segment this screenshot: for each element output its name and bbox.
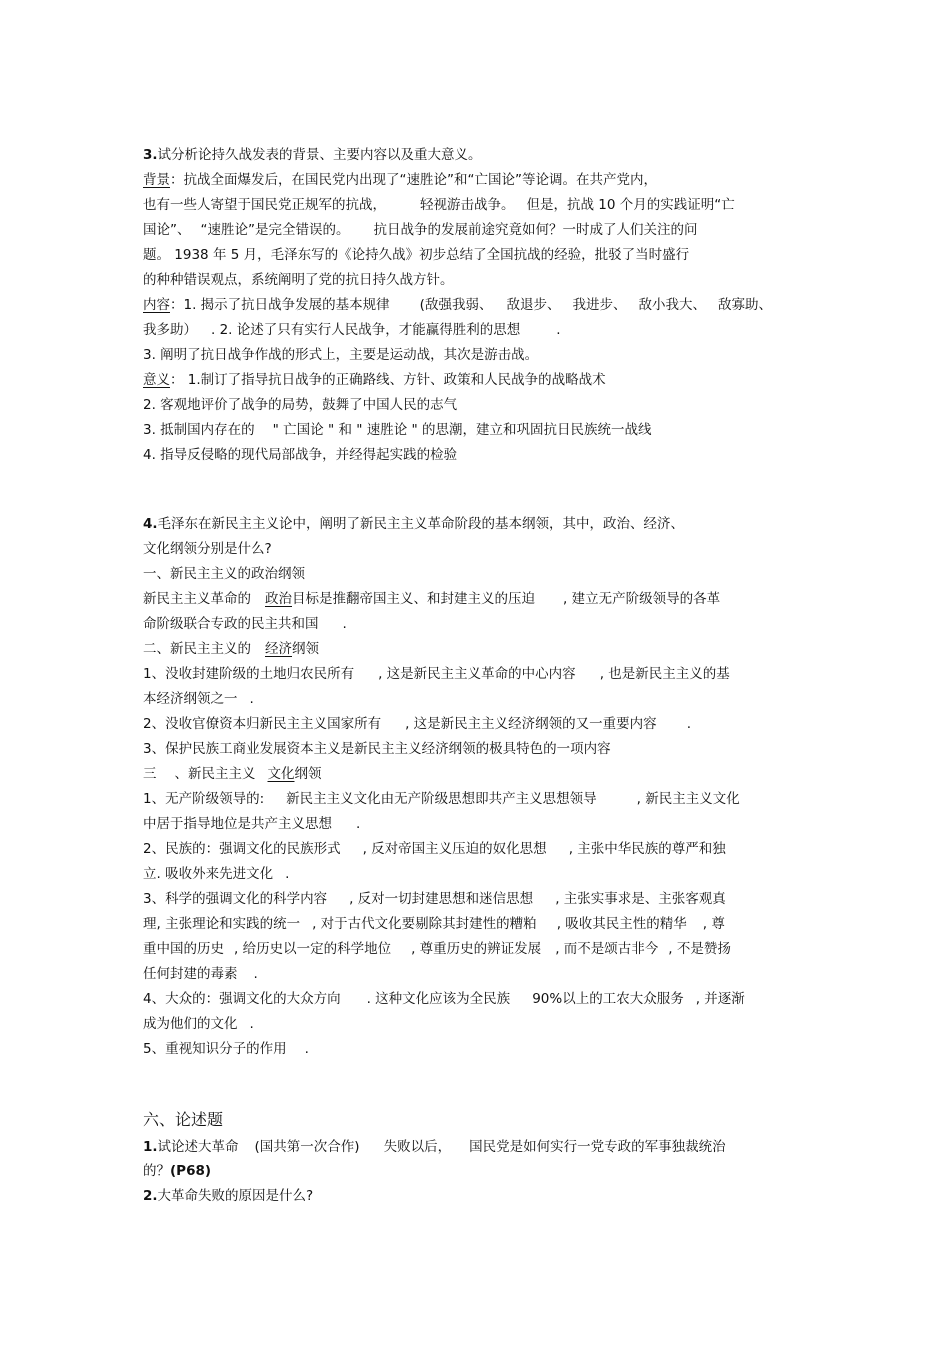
q4-title-line-2: 文化纲领分别是什么?	[143, 541, 272, 557]
q3-significance-line-3: 3. 抵制国内存在的 " 亡国论 " 和 " 速胜论 " 的思潮，建立和巩固抗日民族统一战线	[143, 422, 652, 438]
q4-section-1-line-2: 命阶级联合专政的民主共和国 .	[143, 616, 347, 632]
q4-number: 4.	[143, 516, 158, 532]
q4-culture-item-2-line-2: 立. 吸收外来先进文化 .	[143, 866, 290, 882]
q4-title-line-1: 4.毛泽东在新民主主义论中，阐明了新民主主义革命阶段的基本纲领，其中，政治、经济、	[143, 516, 685, 532]
q4-culture-item-5: 5、重视知识分子的作用 .	[143, 1041, 309, 1057]
q4-section-3-heading: 三 、新民主主义 文化纲领	[143, 766, 322, 782]
q4-culture-item-3-line-1: 3、科学的强调文化的科学内容 , 反对一切封建思想和迷信思想 , 主张实事求是、主张客观真	[143, 891, 726, 907]
q4-culture-item-1-line-2: 中居于指导地位是共产主义思想 .	[143, 816, 361, 832]
q4-culture-item-4-line-2: 成为他们的文化 .	[143, 1016, 254, 1032]
q3-content-line-1: 内容：1. 揭示了抗日战争发展的基本规律 (敌强我弱、 敌退步、 我进步、 敌小我大、 敌寡助、	[143, 297, 772, 313]
q4-culture-item-4-line-1: 4、大众的：强调文化的大众方向 . 这种文化应该为全民族 90%以上的工农大众服务 , 并逐渐	[143, 991, 745, 1007]
background-label: 背景	[143, 172, 170, 188]
q3-background-line-1: 背景：抗战全面爆发后，在国民党内出现了“速胜论”和“亡国论”等论调。在共产党内，	[143, 172, 657, 188]
q3-number: 3.	[143, 147, 158, 163]
q4-culture-item-2-line-1: 2、民族的：强调文化的民族形式 , 反对帝国主义压迫的奴化思想 , 主张中华民族的尊严和独	[143, 841, 726, 857]
q4-culture-item-3-line-2: 理, 主张理论和实践的统一 , 对于古代文化要剔除其封建性的糟粕 , 吸收其民主性的精华 , 尊	[143, 916, 725, 932]
q4-culture-item-1-line-1: 1、无产阶级领导的: 新民主主义文化由无产阶级思想即共产主义思想领导 , 新民主主义文化	[143, 791, 740, 807]
q4-section-2-line-4: 3、保护民族工商业发展资本主义是新民主主义经济纲领的极具特色的一项内容	[143, 741, 611, 757]
section-6-heading: 六、论述题	[143, 1110, 224, 1129]
q3-content-line-3: 3. 阐明了抗日战争作战的形式上，主要是运动战，其次是游击战。	[143, 347, 539, 363]
q3-background-line-3: 国论”、 “速胜论”是完全错误的。 抗日战争的发展前途究竟如何？一时成了人们关注的问	[143, 222, 698, 238]
sec6-q1-line-2: 的？(P68)	[143, 1163, 212, 1179]
q4-section-2-heading: 二、新民主主义的 经济纲领	[143, 641, 319, 657]
significance-label: 意义	[143, 372, 170, 388]
q4-section-2-line-1: 1、没收封建阶级的土地归农民所有 , 这是新民主主义革命的中心内容 , 也是新民主主义的基	[143, 666, 730, 682]
q4-section-2-line-2: 本经济纲领之一 .	[143, 691, 254, 707]
q3-background-line-4: 题。 1938 年 5 月，毛泽东写的《论持久战》初步总结了全国抗战的经验，批驳了当时盛行	[143, 247, 690, 263]
sec6-q2: 2.大革命失败的原因是什么?	[143, 1188, 314, 1204]
q3-significance-line-1: 意义： 1.制订了指导抗日战争的正确路线、方针、政策和人民战争的战略战术	[143, 372, 606, 388]
q4-section-2-line-3: 2、没收官僚资本归新民主主义国家所有 , 这是新民主主义经济纲领的又一重要内容 .	[143, 716, 691, 732]
q4-section-1-heading: 一、新民主主义的政治纲领	[143, 566, 305, 582]
q4-section-1-line-1: 新民主主义革命的 政治目标是推翻帝国主义、和封建主义的压迫 , 建立无产阶级领导的各革	[143, 591, 721, 607]
page-reference: (P68)	[170, 1163, 212, 1179]
q3-background-line-2: 也有一些人寄望于国民党正规军的抗战， 轻视游击战争。 但是，抗战 10 个月的实践证明“亡	[143, 197, 735, 213]
q4-culture-item-3-line-3: 重中国的历史 , 给历史以一定的科学地位 , 尊重历史的辨证发展 , 而不是颂古非今 , 不是赞扬	[143, 941, 731, 957]
q3-title: 3.试分析论持久战发表的背景、主要内容以及重大意义。	[143, 147, 482, 163]
q4-culture-item-3-line-4: 任何封建的毒素 .	[143, 966, 258, 982]
q3-content-line-2: 我多助） . 2. 论述了只有实行人民战争，才能赢得胜利的思想 .	[143, 322, 561, 338]
content-label: 内容	[143, 297, 170, 313]
q3-significance-line-4: 4. 指导反侵略的现代局部战争，并经得起实践的检验	[143, 447, 458, 463]
q3-background-line-5: 的种种错误观点，系统阐明了党的抗日持久战方针。	[143, 272, 454, 288]
sec6-q1-line-1: 1.试论述大革命 (国共第一次合作) 失败以后， 国民党是如何实行一党专政的军事独裁统治	[143, 1139, 726, 1155]
q3-significance-line-2: 2. 客观地评价了战争的局势，鼓舞了中国人民的志气	[143, 397, 458, 413]
